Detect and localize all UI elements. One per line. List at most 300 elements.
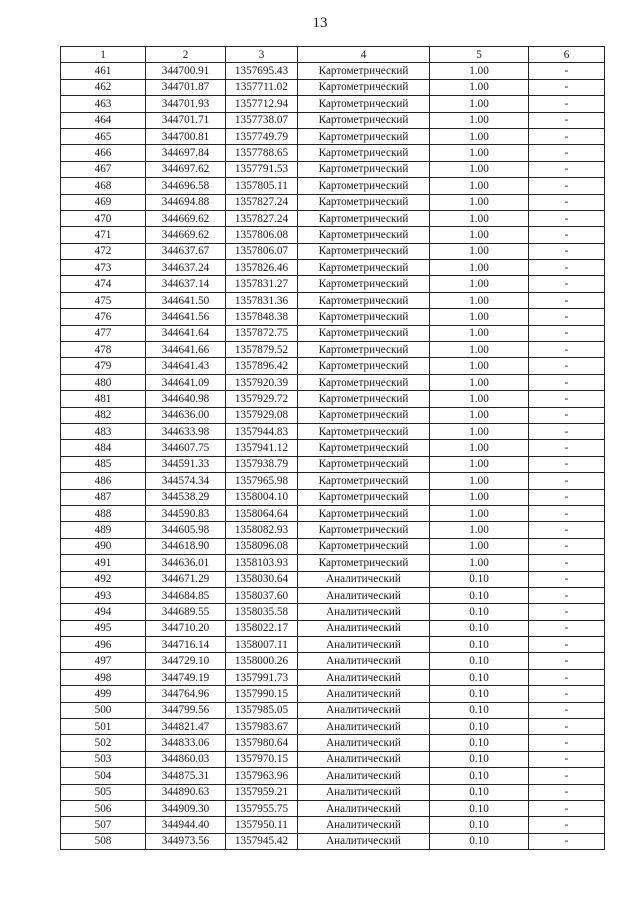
table-row <box>61 686 605 702</box>
method-cell: Картометрический <box>298 227 430 243</box>
method-cell: Картометрический <box>298 178 430 194</box>
accuracy-cell: 0.10 <box>430 604 529 620</box>
accuracy-cell: 1.00 <box>430 473 529 489</box>
method-cell: Картометрический <box>298 522 430 538</box>
accuracy-cell: 1.00 <box>430 161 529 177</box>
accuracy-cell: 0.10 <box>430 800 529 816</box>
point-number-cell: 481 <box>61 391 146 407</box>
note-cell: - <box>529 342 605 358</box>
method-cell: Аналитический <box>298 751 430 767</box>
point-number-cell: 507 <box>61 817 146 833</box>
method-cell: Картометрический <box>298 309 430 325</box>
y-coordinate-cell: 1357896.42 <box>226 358 298 374</box>
method-cell: Аналитический <box>298 669 430 685</box>
accuracy-cell: 0.10 <box>430 669 529 685</box>
accuracy-cell: 1.00 <box>430 79 529 95</box>
table-row <box>61 276 605 292</box>
y-coordinate-cell: 1357944.83 <box>226 423 298 439</box>
accuracy-cell: 0.10 <box>430 620 529 636</box>
note-cell: - <box>529 260 605 276</box>
note-cell: - <box>529 505 605 521</box>
point-number-cell: 493 <box>61 587 146 603</box>
table-row <box>61 358 605 374</box>
point-number-cell: 500 <box>61 702 146 718</box>
method-cell: Картометрический <box>298 161 430 177</box>
method-cell: Аналитический <box>298 784 430 800</box>
table-row <box>61 210 605 226</box>
note-cell: - <box>529 604 605 620</box>
y-coordinate-cell: 1358004.10 <box>226 489 298 505</box>
point-number-cell: 489 <box>61 522 146 538</box>
x-coordinate-cell: 344694.88 <box>146 194 226 210</box>
x-coordinate-cell: 344641.43 <box>146 358 226 374</box>
point-number-cell: 476 <box>61 309 146 325</box>
accuracy-cell: 0.10 <box>430 768 529 784</box>
table-row <box>61 145 605 161</box>
y-coordinate-cell: 1357879.52 <box>226 342 298 358</box>
x-coordinate-cell: 344669.62 <box>146 210 226 226</box>
y-coordinate-cell: 1357791.53 <box>226 161 298 177</box>
method-cell: Аналитический <box>298 817 430 833</box>
table-row <box>61 260 605 276</box>
table-row <box>61 505 605 521</box>
x-coordinate-cell: 344821.47 <box>146 719 226 735</box>
accuracy-cell: 1.00 <box>430 227 529 243</box>
note-cell: - <box>529 784 605 800</box>
note-cell: - <box>529 817 605 833</box>
table-row <box>61 407 605 423</box>
accuracy-cell: 0.10 <box>430 817 529 833</box>
x-coordinate-cell: 344633.98 <box>146 423 226 439</box>
accuracy-cell: 0.10 <box>430 833 529 849</box>
table-row <box>61 522 605 538</box>
point-number-cell: 502 <box>61 735 146 751</box>
point-number-cell: 487 <box>61 489 146 505</box>
table-row <box>61 669 605 685</box>
table-row <box>61 227 605 243</box>
y-coordinate-cell: 1357920.39 <box>226 374 298 390</box>
accuracy-cell: 1.00 <box>430 243 529 259</box>
accuracy-cell: 0.10 <box>430 735 529 751</box>
table-header-row <box>61 47 605 63</box>
x-coordinate-cell: 344700.81 <box>146 128 226 144</box>
y-coordinate-cell: 1357955.75 <box>226 800 298 816</box>
table-row <box>61 719 605 735</box>
accuracy-cell: 1.00 <box>430 309 529 325</box>
point-number-cell: 480 <box>61 374 146 390</box>
method-cell: Картометрический <box>298 128 430 144</box>
note-cell: - <box>529 374 605 390</box>
table-row <box>61 325 605 341</box>
note-cell: - <box>529 637 605 653</box>
accuracy-cell: 1.00 <box>430 145 529 161</box>
x-coordinate-cell: 344833.06 <box>146 735 226 751</box>
y-coordinate-cell: 1357738.07 <box>226 112 298 128</box>
method-cell: Картометрический <box>298 194 430 210</box>
x-coordinate-cell: 344641.50 <box>146 292 226 308</box>
accuracy-cell: 0.10 <box>430 686 529 702</box>
x-coordinate-cell: 344710.20 <box>146 620 226 636</box>
y-coordinate-cell: 1357970.15 <box>226 751 298 767</box>
point-number-cell: 466 <box>61 145 146 161</box>
x-coordinate-cell: 344640.98 <box>146 391 226 407</box>
accuracy-cell: 0.10 <box>430 719 529 735</box>
x-coordinate-cell: 344697.62 <box>146 161 226 177</box>
accuracy-cell: 1.00 <box>430 342 529 358</box>
method-cell: Картометрический <box>298 456 430 472</box>
point-number-cell: 498 <box>61 669 146 685</box>
accuracy-cell: 0.10 <box>430 751 529 767</box>
table-row <box>61 63 605 79</box>
point-number-cell: 488 <box>61 505 146 521</box>
method-cell: Картометрический <box>298 276 430 292</box>
y-coordinate-cell: 1357826.46 <box>226 260 298 276</box>
x-coordinate-cell: 344641.09 <box>146 374 226 390</box>
y-coordinate-cell: 1357959.21 <box>226 784 298 800</box>
point-number-cell: 495 <box>61 620 146 636</box>
point-number-cell: 491 <box>61 555 146 571</box>
note-cell: - <box>529 161 605 177</box>
x-coordinate-cell: 344944.40 <box>146 817 226 833</box>
y-coordinate-cell: 1357831.27 <box>226 276 298 292</box>
accuracy-cell: 1.00 <box>430 260 529 276</box>
point-number-cell: 504 <box>61 768 146 784</box>
method-cell: Картометрический <box>298 473 430 489</box>
x-coordinate-cell: 344618.90 <box>146 538 226 554</box>
table-row <box>61 768 605 784</box>
method-cell: Картометрический <box>298 440 430 456</box>
column-header: 2 <box>146 47 226 63</box>
y-coordinate-cell: 1357788.65 <box>226 145 298 161</box>
note-cell: - <box>529 833 605 849</box>
point-number-cell: 475 <box>61 292 146 308</box>
note-cell: - <box>529 587 605 603</box>
x-coordinate-cell: 344574.34 <box>146 473 226 489</box>
x-coordinate-cell: 344764.96 <box>146 686 226 702</box>
accuracy-cell: 1.00 <box>430 391 529 407</box>
note-cell: - <box>529 440 605 456</box>
accuracy-cell: 1.00 <box>430 358 529 374</box>
y-coordinate-cell: 1357965.98 <box>226 473 298 489</box>
note-cell: - <box>529 63 605 79</box>
note-cell: - <box>529 128 605 144</box>
x-coordinate-cell: 344860.03 <box>146 751 226 767</box>
method-cell: Картометрический <box>298 243 430 259</box>
point-number-cell: 494 <box>61 604 146 620</box>
point-number-cell: 474 <box>61 276 146 292</box>
accuracy-cell: 1.00 <box>430 374 529 390</box>
point-number-cell: 486 <box>61 473 146 489</box>
note-cell: - <box>529 751 605 767</box>
note-cell: - <box>529 423 605 439</box>
note-cell: - <box>529 669 605 685</box>
y-coordinate-cell: 1357950.11 <box>226 817 298 833</box>
column-header: 3 <box>226 47 298 63</box>
point-number-cell: 492 <box>61 571 146 587</box>
table-row <box>61 702 605 718</box>
method-cell: Картометрический <box>298 538 430 554</box>
y-coordinate-cell: 1357929.72 <box>226 391 298 407</box>
y-coordinate-cell: 1357695.43 <box>226 63 298 79</box>
point-number-cell: 463 <box>61 96 146 112</box>
y-coordinate-cell: 1358037.60 <box>226 587 298 603</box>
table-row <box>61 112 605 128</box>
note-cell: - <box>529 358 605 374</box>
accuracy-cell: 1.00 <box>430 440 529 456</box>
method-cell: Картометрический <box>298 63 430 79</box>
point-number-cell: 465 <box>61 128 146 144</box>
point-number-cell: 479 <box>61 358 146 374</box>
y-coordinate-cell: 1358035.58 <box>226 604 298 620</box>
note-cell: - <box>529 800 605 816</box>
note-cell: - <box>529 145 605 161</box>
x-coordinate-cell: 344684.85 <box>146 587 226 603</box>
method-cell: Картометрический <box>298 374 430 390</box>
table-row <box>61 489 605 505</box>
point-number-cell: 484 <box>61 440 146 456</box>
note-cell: - <box>529 79 605 95</box>
y-coordinate-cell: 1357848.38 <box>226 309 298 325</box>
method-cell: Аналитический <box>298 637 430 653</box>
note-cell: - <box>529 276 605 292</box>
note-cell: - <box>529 768 605 784</box>
table-row <box>61 538 605 554</box>
accuracy-cell: 1.00 <box>430 522 529 538</box>
y-coordinate-cell: 1357941.12 <box>226 440 298 456</box>
x-coordinate-cell: 344749.19 <box>146 669 226 685</box>
method-cell: Аналитический <box>298 768 430 784</box>
method-cell: Картометрический <box>298 112 430 128</box>
method-cell: Картометрический <box>298 358 430 374</box>
point-number-cell: 478 <box>61 342 146 358</box>
accuracy-cell: 1.00 <box>430 128 529 144</box>
note-cell: - <box>529 489 605 505</box>
y-coordinate-cell: 1358096.08 <box>226 538 298 554</box>
method-cell: Картометрический <box>298 325 430 341</box>
note-cell: - <box>529 522 605 538</box>
point-number-cell: 461 <box>61 63 146 79</box>
table-row <box>61 96 605 112</box>
point-number-cell: 503 <box>61 751 146 767</box>
method-cell: Картометрический <box>298 96 430 112</box>
coordinates-table <box>60 46 605 850</box>
y-coordinate-cell: 1358103.93 <box>226 555 298 571</box>
y-coordinate-cell: 1357805.11 <box>226 178 298 194</box>
method-cell: Картометрический <box>298 423 430 439</box>
note-cell: - <box>529 407 605 423</box>
method-cell: Картометрический <box>298 260 430 276</box>
column-header: 4 <box>298 47 430 63</box>
y-coordinate-cell: 1357985.05 <box>226 702 298 718</box>
table-row <box>61 374 605 390</box>
x-coordinate-cell: 344890.63 <box>146 784 226 800</box>
method-cell: Картометрический <box>298 391 430 407</box>
table-row <box>61 161 605 177</box>
y-coordinate-cell: 1357991.73 <box>226 669 298 685</box>
x-coordinate-cell: 344637.14 <box>146 276 226 292</box>
point-number-cell: 472 <box>61 243 146 259</box>
x-coordinate-cell: 344689.55 <box>146 604 226 620</box>
accuracy-cell: 0.10 <box>430 784 529 800</box>
note-cell: - <box>529 456 605 472</box>
point-number-cell: 496 <box>61 637 146 653</box>
table-row <box>61 243 605 259</box>
accuracy-cell: 1.00 <box>430 456 529 472</box>
table-row <box>61 194 605 210</box>
point-number-cell: 462 <box>61 79 146 95</box>
method-cell: Аналитический <box>298 604 430 620</box>
x-coordinate-cell: 344591.33 <box>146 456 226 472</box>
note-cell: - <box>529 325 605 341</box>
method-cell: Аналитический <box>298 833 430 849</box>
table-row <box>61 735 605 751</box>
point-number-cell: 508 <box>61 833 146 849</box>
method-cell: Картометрический <box>298 79 430 95</box>
method-cell: Картометрический <box>298 505 430 521</box>
method-cell: Картометрический <box>298 210 430 226</box>
table-row <box>61 292 605 308</box>
point-number-cell: 499 <box>61 686 146 702</box>
table-row <box>61 342 605 358</box>
x-coordinate-cell: 344875.31 <box>146 768 226 784</box>
x-coordinate-cell: 344973.56 <box>146 833 226 849</box>
table-row <box>61 423 605 439</box>
method-cell: Аналитический <box>298 719 430 735</box>
accuracy-cell: 0.10 <box>430 571 529 587</box>
table-row <box>61 473 605 489</box>
method-cell: Картометрический <box>298 292 430 308</box>
accuracy-cell: 1.00 <box>430 63 529 79</box>
x-coordinate-cell: 344590.83 <box>146 505 226 521</box>
x-coordinate-cell: 344671.29 <box>146 571 226 587</box>
y-coordinate-cell: 1357827.24 <box>226 194 298 210</box>
y-coordinate-cell: 1357806.08 <box>226 227 298 243</box>
y-coordinate-cell: 1357938.79 <box>226 456 298 472</box>
accuracy-cell: 0.10 <box>430 653 529 669</box>
y-coordinate-cell: 1357827.24 <box>226 210 298 226</box>
y-coordinate-cell: 1357749.79 <box>226 128 298 144</box>
table-row <box>61 309 605 325</box>
x-coordinate-cell: 344701.71 <box>146 112 226 128</box>
point-number-cell: 483 <box>61 423 146 439</box>
accuracy-cell: 1.00 <box>430 178 529 194</box>
table-row <box>61 587 605 603</box>
x-coordinate-cell: 344701.93 <box>146 96 226 112</box>
table-row <box>61 800 605 816</box>
y-coordinate-cell: 1357990.15 <box>226 686 298 702</box>
column-header: 5 <box>430 47 529 63</box>
note-cell: - <box>529 194 605 210</box>
accuracy-cell: 1.00 <box>430 210 529 226</box>
y-coordinate-cell: 1358030.64 <box>226 571 298 587</box>
x-coordinate-cell: 344636.00 <box>146 407 226 423</box>
column-header: 6 <box>529 47 605 63</box>
x-coordinate-cell: 344909.30 <box>146 800 226 816</box>
y-coordinate-cell: 1357983.67 <box>226 719 298 735</box>
point-number-cell: 506 <box>61 800 146 816</box>
point-number-cell: 490 <box>61 538 146 554</box>
point-number-cell: 471 <box>61 227 146 243</box>
note-cell: - <box>529 391 605 407</box>
accuracy-cell: 1.00 <box>430 538 529 554</box>
accuracy-cell: 1.00 <box>430 489 529 505</box>
table-row <box>61 571 605 587</box>
x-coordinate-cell: 344641.56 <box>146 309 226 325</box>
y-coordinate-cell: 1358022.17 <box>226 620 298 636</box>
method-cell: Аналитический <box>298 735 430 751</box>
method-cell: Картометрический <box>298 489 430 505</box>
table-row <box>61 456 605 472</box>
method-cell: Аналитический <box>298 653 430 669</box>
accuracy-cell: 0.10 <box>430 637 529 653</box>
method-cell: Аналитический <box>298 702 430 718</box>
y-coordinate-cell: 1357963.96 <box>226 768 298 784</box>
point-number-cell: 470 <box>61 210 146 226</box>
x-coordinate-cell: 344729.10 <box>146 653 226 669</box>
point-number-cell: 505 <box>61 784 146 800</box>
y-coordinate-cell: 1357711.02 <box>226 79 298 95</box>
method-cell: Аналитический <box>298 620 430 636</box>
point-number-cell: 464 <box>61 112 146 128</box>
note-cell: - <box>529 538 605 554</box>
note-cell: - <box>529 227 605 243</box>
table-body <box>61 63 605 850</box>
method-cell: Картометрический <box>298 145 430 161</box>
table-row <box>61 653 605 669</box>
table-row <box>61 751 605 767</box>
note-cell: - <box>529 686 605 702</box>
method-cell: Аналитический <box>298 686 430 702</box>
accuracy-cell: 1.00 <box>430 407 529 423</box>
table-row <box>61 604 605 620</box>
note-cell: - <box>529 309 605 325</box>
point-number-cell: 482 <box>61 407 146 423</box>
x-coordinate-cell: 344669.62 <box>146 227 226 243</box>
table-row <box>61 555 605 571</box>
table-row <box>61 128 605 144</box>
note-cell: - <box>529 210 605 226</box>
x-coordinate-cell: 344696.58 <box>146 178 226 194</box>
table-row <box>61 784 605 800</box>
x-coordinate-cell: 344700.91 <box>146 63 226 79</box>
x-coordinate-cell: 344538.29 <box>146 489 226 505</box>
x-coordinate-cell: 344637.24 <box>146 260 226 276</box>
accuracy-cell: 0.10 <box>430 587 529 603</box>
y-coordinate-cell: 1357945.42 <box>226 833 298 849</box>
method-cell: Аналитический <box>298 587 430 603</box>
method-cell: Картометрический <box>298 555 430 571</box>
note-cell: - <box>529 292 605 308</box>
method-cell: Аналитический <box>298 571 430 587</box>
x-coordinate-cell: 344716.14 <box>146 637 226 653</box>
point-number-cell: 485 <box>61 456 146 472</box>
x-coordinate-cell: 344637.67 <box>146 243 226 259</box>
note-cell: - <box>529 555 605 571</box>
accuracy-cell: 1.00 <box>430 423 529 439</box>
table-row <box>61 620 605 636</box>
note-cell: - <box>529 96 605 112</box>
y-coordinate-cell: 1358064.64 <box>226 505 298 521</box>
x-coordinate-cell: 344607.75 <box>146 440 226 456</box>
x-coordinate-cell: 344636.01 <box>146 555 226 571</box>
accuracy-cell: 1.00 <box>430 112 529 128</box>
accuracy-cell: 1.00 <box>430 292 529 308</box>
note-cell: - <box>529 243 605 259</box>
y-coordinate-cell: 1357872.75 <box>226 325 298 341</box>
column-header: 1 <box>61 47 146 63</box>
point-number-cell: 468 <box>61 178 146 194</box>
y-coordinate-cell: 1358082.93 <box>226 522 298 538</box>
